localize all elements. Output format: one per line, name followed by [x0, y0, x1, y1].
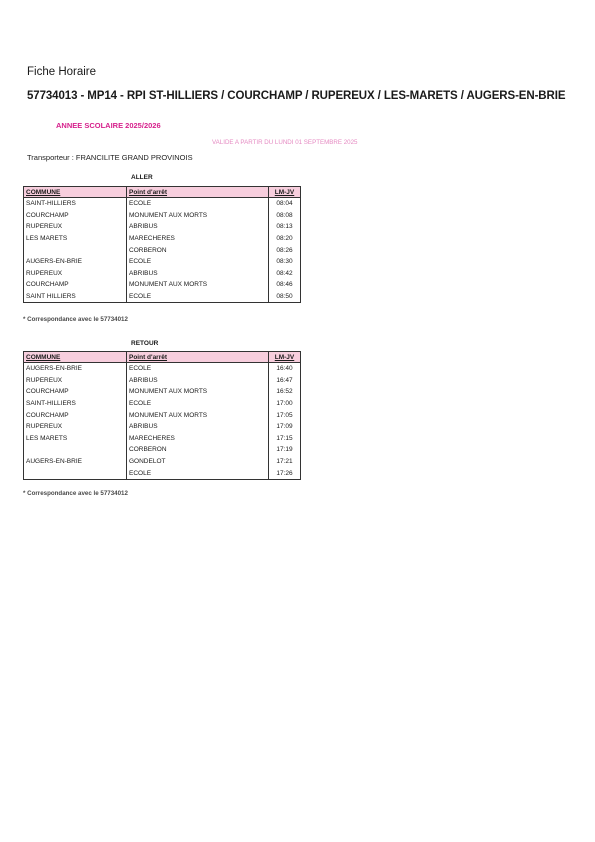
table-row: [24, 291, 301, 303]
table-row: [24, 444, 301, 456]
table-row: [24, 256, 301, 268]
retour-section-label: RETOUR: [131, 340, 159, 347]
aller-section-label: ALLER: [131, 174, 153, 181]
table-row: [24, 268, 301, 280]
commune-cell: SAINT-HILLIERS: [24, 398, 127, 410]
aller-note: * Correspondance avec le 57734012: [23, 316, 128, 323]
stop-cell: ECOLE: [127, 198, 269, 210]
time-cell: 08:50: [269, 291, 301, 303]
table-row: [24, 244, 301, 256]
commune-cell: COURCHAMP: [24, 279, 127, 291]
time-cell: 08:04: [269, 198, 301, 210]
time-cell: 16:52: [269, 386, 301, 398]
commune-cell: RUPEREUX: [24, 221, 127, 233]
carrier-name: Transporteur : FRANCILITE GRAND PROVINOIS: [27, 153, 193, 162]
commune-cell: [24, 444, 127, 456]
table-row: [24, 279, 301, 291]
time-cell: 17:09: [269, 421, 301, 433]
stop-cell: MONUMENT AUX MORTS: [127, 279, 269, 291]
time-cell: 08:26: [269, 244, 301, 256]
commune-cell: AUGERS-EN-BRIE: [24, 256, 127, 268]
document-subtitle: 57734013 - MP14 - RPI ST-HILLIERS / COURCHAMP / RUPEREUX / LES-MARETS / AUGERS-EN-BRIE: [27, 90, 566, 102]
commune-cell: LES MARETS: [24, 233, 127, 245]
commune-cell: RUPEREUX: [24, 421, 127, 433]
document-title: Fiche Horaire: [27, 66, 97, 78]
time-cell: 17:00: [269, 398, 301, 410]
retour-header-days: LM-JV: [269, 352, 301, 363]
commune-cell: AUGERS-EN-BRIE: [24, 456, 127, 468]
stop-cell: ABRIBUS: [127, 375, 269, 387]
table-row: [24, 409, 301, 421]
stop-cell: ECOLE: [127, 398, 269, 410]
retour-header-stop: Point d'arrêt: [127, 352, 269, 363]
time-cell: 17:19: [269, 444, 301, 456]
stop-cell: ECOLE: [127, 291, 269, 303]
time-cell: 08:20: [269, 233, 301, 245]
time-cell: 16:47: [269, 375, 301, 387]
stop-cell: ABRIBUS: [127, 268, 269, 280]
commune-cell: SAINT-HILLIERS: [24, 198, 127, 210]
time-cell: 08:46: [269, 279, 301, 291]
stop-cell: ABRIBUS: [127, 221, 269, 233]
commune-cell: COURCHAMP: [24, 210, 127, 222]
time-cell: 08:42: [269, 268, 301, 280]
stop-cell: MONUMENT AUX MORTS: [127, 386, 269, 398]
table-row: [24, 363, 301, 375]
stop-cell: ECOLE: [127, 256, 269, 268]
commune-cell: [24, 244, 127, 256]
commune-cell: COURCHAMP: [24, 409, 127, 421]
table-row: [24, 386, 301, 398]
table-row: [24, 421, 301, 433]
stop-cell: MONUMENT AUX MORTS: [127, 210, 269, 222]
table-row: [24, 210, 301, 222]
commune-cell: LES MARETS: [24, 433, 127, 445]
retour-table: [23, 351, 301, 480]
retour-header-row: [24, 352, 301, 363]
time-cell: 08:30: [269, 256, 301, 268]
retour-header-commune: COMMUNE: [24, 352, 127, 363]
stop-cell: ECOLE: [127, 467, 269, 479]
stop-cell: MARECHERES: [127, 233, 269, 245]
validity-date: VALIDE A PARTIR DU LUNDI 01 SEPTEMBRE 2025: [212, 139, 358, 146]
stop-cell: MARECHERES: [127, 433, 269, 445]
commune-cell: [24, 467, 127, 479]
stop-cell: CORBERON: [127, 244, 269, 256]
table-row: [24, 375, 301, 387]
time-cell: 17:21: [269, 456, 301, 468]
stop-cell: CORBERON: [127, 444, 269, 456]
commune-cell: SAINT HILLIERS: [24, 291, 127, 303]
table-row: [24, 456, 301, 468]
time-cell: 17:26: [269, 467, 301, 479]
retour-note: * Correspondance avec le 57734012: [23, 490, 128, 497]
commune-cell: RUPEREUX: [24, 375, 127, 387]
time-cell: 08:08: [269, 210, 301, 222]
table-row: [24, 467, 301, 479]
aller-header-commune: COMMUNE: [24, 187, 127, 198]
table-row: [24, 198, 301, 210]
time-cell: 16:40: [269, 363, 301, 375]
time-cell: 08:13: [269, 221, 301, 233]
stop-cell: ABRIBUS: [127, 421, 269, 433]
time-cell: 17:05: [269, 409, 301, 421]
school-year: ANNEE SCOLAIRE 2025/2026: [56, 121, 161, 130]
stop-cell: GONDELOT: [127, 456, 269, 468]
table-row: [24, 433, 301, 445]
commune-cell: COURCHAMP: [24, 386, 127, 398]
aller-header-days: LM-JV: [269, 187, 301, 198]
time-cell: 17:15: [269, 433, 301, 445]
table-row: [24, 398, 301, 410]
aller-header-stop: Point d'arrêt: [127, 187, 269, 198]
commune-cell: RUPEREUX: [24, 268, 127, 280]
commune-cell: AUGERS-EN-BRIE: [24, 363, 127, 375]
stop-cell: ECOLE: [127, 363, 269, 375]
aller-header-row: [24, 187, 301, 198]
aller-table: [23, 186, 301, 303]
table-row: [24, 221, 301, 233]
stop-cell: MONUMENT AUX MORTS: [127, 409, 269, 421]
table-row: [24, 233, 301, 245]
